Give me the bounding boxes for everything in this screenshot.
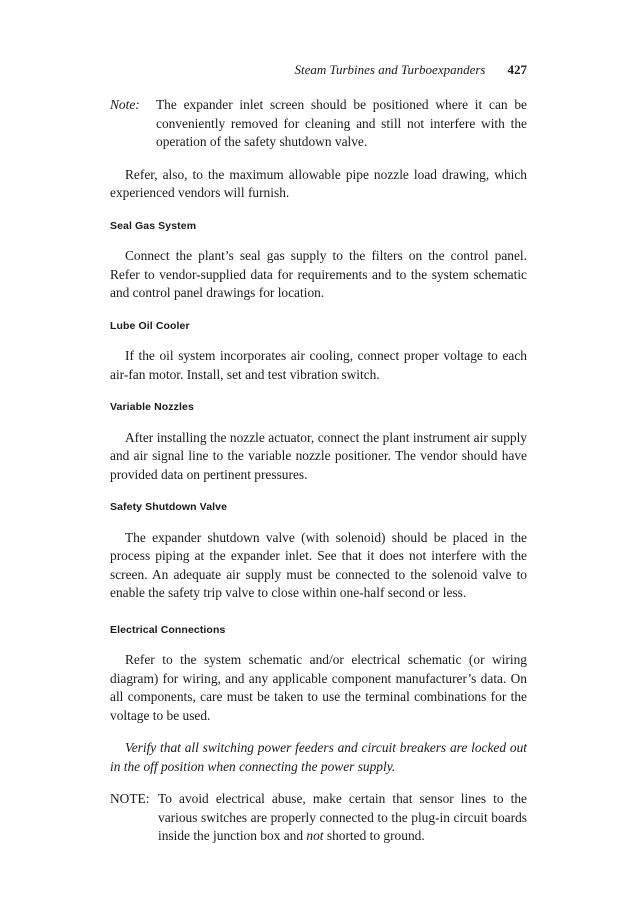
running-header [110, 62, 527, 78]
section-text-electrical: Refer to the system schematic and/or electrical schematic (or wiring diagram) for wiring, and any applicable component manufacturer’s data. On all components, care must be taken to use the terminal combinations for the voltage to be used. [110, 652, 527, 723]
page-number: 427 [507, 62, 527, 77]
final-note-text [158, 790, 527, 846]
intro-paragraph: Refer, also, to the maximum allowable pipe nozzle load drawing, which experienced vendors will furnish. [110, 166, 527, 200]
section-heading-seal-gas: Seal Gas System [110, 219, 197, 232]
final-note [110, 790, 527, 846]
section-heading-electrical: Electrical Connections [110, 623, 226, 636]
final-note-emphasis: not [306, 828, 324, 843]
page-body [110, 96, 527, 860]
final-note-text-part2: shorted to ground. [323, 828, 425, 843]
note-text: The expander inlet screen should be positioned where it can be conveniently removed for cleaning and still not interfere with the operation of the safety shutdown valve. [156, 97, 527, 149]
final-note-text-part1: To avoid electrical abuse, make certain that sensor lines to the various switches are properly connected to the plug-in circuit boards inside the junction box and [158, 791, 527, 843]
section-text-seal-gas: Connect the plant’s seal gas supply to the filters on the control panel. Refer to vendor-supplied data for requirements and to the system schematic and control panel drawings for location. [110, 248, 527, 300]
book-title: Steam Turbines and Turboexpanders [294, 62, 486, 77]
note-label: Note: [110, 97, 140, 112]
section-heading-safety-shutdown: Safety Shutdown Valve [110, 501, 228, 513]
section-text-lube-oil: If the oil system incorporates air cooling, connect proper voltage to each air-fan motor. Install, set and test vibration switch. [110, 348, 527, 382]
intro-note [110, 96, 527, 152]
section-text-variable-nozzles: After installing the nozzle actuator, connect the plant instrument air supply and air signal line to the variable nozzle positioner. The vendor should have provided data on pertinent pressures. [110, 429, 527, 482]
section-text-safety-shutdown: The expander shutdown valve (with solenoid) should be placed in the process piping at the expander inlet. See that it does not interfere with the screen. An adequate air supply must be connected to the solenoid valve to enable the safety trip valve to close within one-half second or less. [110, 529, 527, 600]
warning-text: Verify that all switching power feeders and circuit breakers are locked out in the off position when connecting the power supply. [110, 740, 527, 774]
section-heading-lube-oil: Lube Oil Cooler [110, 319, 190, 332]
section-heading-variable-nozzles: Variable Nozzles [110, 401, 194, 413]
final-note-label: NOTE: [110, 791, 150, 806]
